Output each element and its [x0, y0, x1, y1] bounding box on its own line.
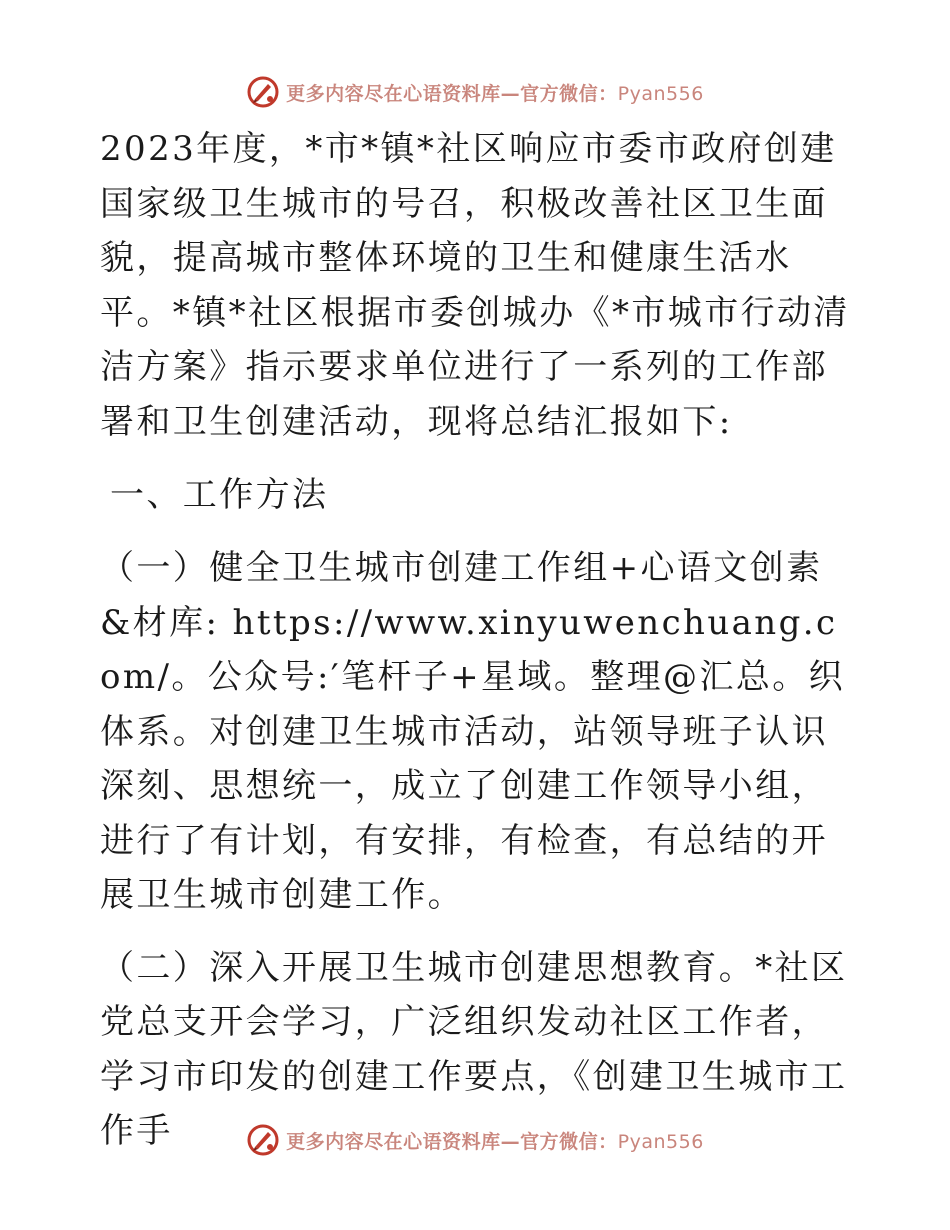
brush-pen-logo-icon: [246, 1123, 280, 1157]
header-banner-text: 更多内容尽在心语资料库—官方微信：Pyan556: [286, 82, 704, 105]
brush-pen-logo-icon: [246, 75, 280, 109]
header-banner: [0, 72, 950, 112]
footer-banner-account: Pyan556: [617, 1130, 704, 1153]
intro-paragraph: 2023年度，*市*镇*社区响应市委市政府创建国家级卫生城市的号召，积极改善社区卫生面貌，提高城市整体环境的卫生和健康生活水平。*镇*社区根据市委创城办《*市城市行动清洁方案》指示要求单位进行了一系列的工作部署和卫生创建活动，现将总结汇报如下:: [100, 129, 850, 442]
footer-banner: [0, 1120, 950, 1160]
section-heading: 一、工作方法: [110, 475, 329, 515]
header-banner-account: Pyan556: [617, 82, 704, 105]
footer-banner-text: 更多内容尽在心语资料库—官方微信：Pyan556: [286, 1130, 704, 1153]
item-paragraph-1: （一）健全卫生城市创建工作组+心语文创素&材库: https://www.xinyuwenchuang.com/。公众号:′笔杆子+星域。整理@汇总。织体系。对创建卫生城市活动，站领导班子认识深刻、思想统一，成立了创建工作领导小组，进行了有计划，有安排，有检查，有总结的开展卫生城市创建工作。: [100, 548, 846, 915]
item-paragraph-2: （二）深入开展卫生城市创建思想教育。*社区党总支开会学习，广泛组织发动社区工作者，学习市印发的创建工作要点，《创建卫生城市工作手: [100, 947, 848, 1151]
document-body: [100, 122, 855, 1159]
